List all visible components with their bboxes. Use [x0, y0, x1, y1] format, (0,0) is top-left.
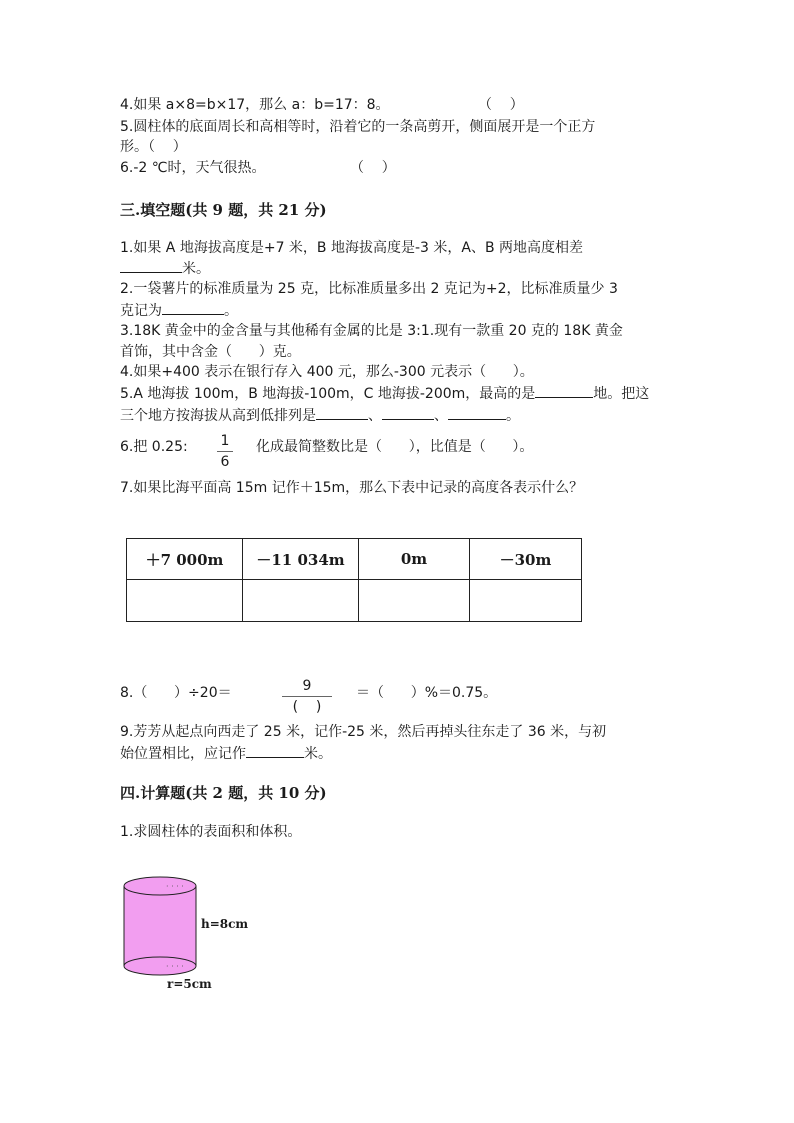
judge-q5-line2[interactable]: 形。（ ）	[120, 139, 187, 155]
cylinder-top-dots: · · · ·	[166, 882, 184, 891]
altitude-answer-cell[interactable]	[359, 580, 470, 622]
judge-q5-line1: 5.圆柱体的底面周长和高相等时，沿着它的一条高剪开，侧面展开是一个正方	[120, 119, 596, 135]
fill-q8-suffix[interactable]: ＝（ ）%＝0.75。	[356, 685, 498, 701]
cylinder-bottom-dots: · · · ·	[166, 962, 184, 971]
altitude-answer-cell[interactable]	[243, 580, 359, 622]
fill-q8-fraction: 9 ( )	[282, 677, 332, 716]
section4-title: 四.计算题(共 2 题，共 10 分)	[120, 784, 327, 802]
fill-q8-prefix[interactable]: 8.（ ）÷20＝	[120, 685, 232, 701]
fill-q2-line1: 2.一袋薯片的标准质量为 25 克，比标准质量多出 2 克记为+2，比标准质量少 3	[120, 281, 618, 297]
fill-q2-line2: 克记为 。	[120, 300, 238, 321]
fill-q2-blank[interactable]	[162, 300, 224, 315]
altitude-answer-cell[interactable]	[470, 580, 582, 622]
fill-q5-blank-3[interactable]	[448, 405, 506, 420]
fill-q1-line2: 米。	[120, 258, 210, 279]
altitude-table	[126, 538, 582, 622]
fill-q5-blank-highest[interactable]	[535, 383, 593, 398]
cylinder-height-label: h=8cm	[201, 917, 249, 931]
fill-q5-blank-2[interactable]	[382, 405, 434, 420]
altitude-header-cell: ＋7 000m	[127, 539, 243, 580]
altitude-header-cell: －30m	[470, 539, 582, 580]
cylinder-figure	[120, 876, 210, 976]
fill-q9-line2: 始位置相比，应记作 米。	[120, 743, 332, 764]
fill-q1-blank[interactable]	[120, 258, 182, 273]
section3-title: 三.填空题(共 9 题，共 21 分)	[120, 201, 327, 219]
fill-q5-line1: 5.A 地海拔 100m，B 地海拔-100m，C 地海拔-200m，最高的是 地。把这	[120, 383, 649, 404]
fill-q9-blank[interactable]	[246, 743, 304, 758]
judge-q4-answer-paren[interactable]: （ ）	[478, 97, 524, 113]
altitude-header-cell: －11 034m	[243, 539, 359, 580]
cylinder-side	[124, 886, 196, 966]
fill-q5-line2: 三个地方按海拔从高到低排列是 、 、 。	[120, 405, 520, 426]
fill-q5-blank-1[interactable]	[316, 405, 368, 420]
judge-q6-answer-paren[interactable]: （ ）	[350, 160, 396, 176]
judge-q6: 6.-2 ℃时，天气很热。	[120, 160, 266, 176]
altitude-answer-cell[interactable]	[127, 580, 243, 622]
fill-q3-line1: 3.18K 黄金中的金含量与其他稀有金属的比是 3:1.现有一款重 20 克的 18K 黄金	[120, 323, 623, 339]
fill-q7: 7.如果比海平面高 15m 记作＋15m，那么下表中记录的高度各表示什么？	[120, 480, 584, 496]
calc-q1: 1.求圆柱体的表面积和体积。	[120, 824, 302, 840]
fill-q6-suffix[interactable]: 化成最简整数比是（ ），比值是（ ）。	[256, 439, 534, 455]
fill-q9-line1: 9.芳芳从起点向西走了 25 米，记作-25 米，然后再掉头往东走了 36 米，与初	[120, 724, 607, 740]
judge-q4-text: 4.如果 a×8=b×17，那么 a：b=17：8。	[120, 97, 390, 113]
fill-q1-line1: 1.如果 A 地海拔高度是+7 米，B 地海拔高度是-3 米，A、B 两地高度相差	[120, 240, 584, 256]
cylinder-radius-label: r=5cm	[167, 977, 212, 991]
fill-q6-fraction: 1 6	[217, 432, 233, 471]
fill-q6-prefix: 6.把 0.25:	[120, 439, 188, 455]
cylinder-bottom-ellipse	[124, 957, 196, 975]
judge-q4	[120, 95, 390, 115]
altitude-header-cell: 0m	[359, 539, 470, 580]
fill-q3-line2[interactable]: 首饰，其中含金（ ）克。	[120, 344, 301, 360]
cylinder-top-ellipse	[124, 877, 196, 895]
fill-q4[interactable]: 4.如果+400 表示在银行存入 400 元，那么-300 元表示（ ）。	[120, 364, 534, 380]
